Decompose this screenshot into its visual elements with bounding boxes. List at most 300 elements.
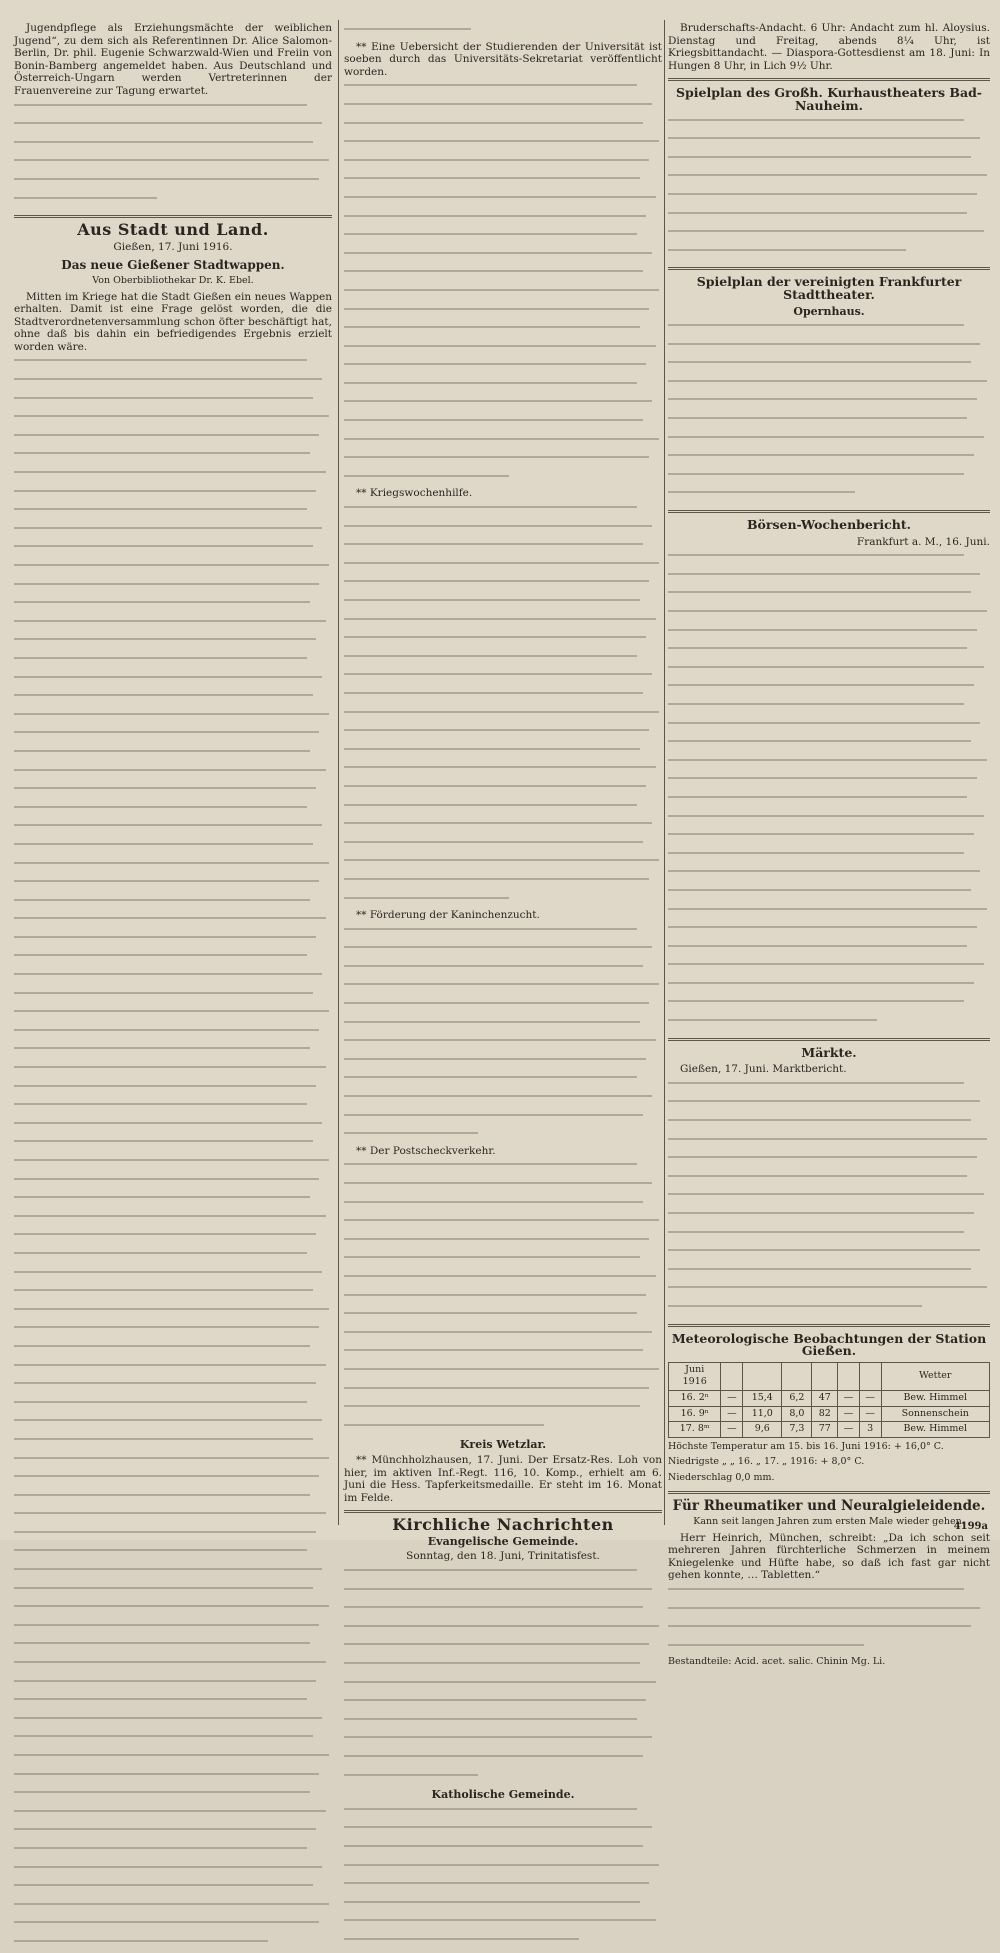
text-line <box>668 610 990 623</box>
text-line <box>14 657 332 670</box>
text-line <box>344 1275 662 1288</box>
text-line <box>668 1625 990 1638</box>
text-line <box>344 419 662 432</box>
body-text-block <box>344 28 662 41</box>
text-line <box>14 1921 332 1934</box>
met-cell: 6,2 <box>782 1390 812 1406</box>
text-line <box>14 1029 332 1042</box>
text-line <box>14 1010 332 1023</box>
text-line <box>344 308 662 321</box>
text-line <box>14 899 332 912</box>
text-line <box>14 1215 332 1228</box>
ad-heading: Für Rheumatiker und Neuralgieleidende. <box>672 1497 986 1514</box>
text-line <box>14 1364 332 1377</box>
divider <box>14 215 332 218</box>
text-line <box>344 159 662 172</box>
text-line <box>668 666 990 679</box>
text-line <box>344 1755 662 1768</box>
text-line <box>14 843 332 856</box>
text-line <box>344 729 662 742</box>
text-line <box>14 1642 332 1655</box>
kaninchenzucht-heading: ** Förderung der Kaninchenzucht. <box>356 909 540 922</box>
theater2-heading: Spielplan der vereinigten Frankfurter Stadttheater. <box>696 274 962 302</box>
met-rain: Niederschlag 0,0 mm. <box>668 1471 775 1483</box>
ad-paragraph: Herr Heinrich, München, schreibt: „Da ich schon seit mehreren Jahren fürchterliche Schmerzen in meinem Kniegelenke und Hüfte habe, so daß ich fast gar nicht gehen konnte, … Tabletten.“ <box>668 1531 990 1582</box>
text-line <box>344 1002 662 1015</box>
text-line <box>668 1019 990 1032</box>
text-line <box>344 1058 662 1071</box>
text-line <box>14 359 332 372</box>
met-cell: 15,4 <box>743 1390 782 1406</box>
text-line <box>344 636 662 649</box>
text-line <box>668 137 990 150</box>
met-cell: 11,0 <box>743 1406 782 1422</box>
text-line <box>14 197 332 210</box>
kreis-heading: Kreis Wetzlar. <box>459 1438 547 1452</box>
text-line <box>668 1588 990 1601</box>
text-line <box>344 1114 662 1127</box>
text-line <box>344 506 662 519</box>
text-line <box>14 583 332 596</box>
text-line <box>668 361 990 374</box>
body-text-block <box>668 324 990 504</box>
text-line <box>668 119 990 132</box>
text-line <box>14 1289 332 1302</box>
text-line <box>344 1808 662 1821</box>
text-line <box>344 382 662 395</box>
text-line <box>668 833 990 846</box>
met-col-header <box>743 1362 782 1390</box>
text-line <box>14 434 332 447</box>
ad-footer: Bestandteile: Acid. acet. salic. Chinin Mg. Li. <box>668 1656 886 1668</box>
text-line <box>14 880 332 893</box>
text-line <box>14 824 332 837</box>
text-line <box>14 1940 332 1953</box>
text-line <box>14 954 332 967</box>
text-line <box>14 731 332 744</box>
text-line <box>668 1305 990 1318</box>
text-line <box>668 249 990 262</box>
text-line <box>344 965 662 978</box>
text-line <box>14 1457 332 1470</box>
met-cell: 16. 9ⁿ <box>669 1406 721 1422</box>
met-cell: 47 <box>812 1390 838 1406</box>
met-cell: 17. 8ᵐ <box>669 1422 721 1438</box>
text-line <box>668 1138 990 1151</box>
text-line <box>14 1791 332 1804</box>
text-line <box>668 722 990 735</box>
text-line <box>344 1312 662 1325</box>
text-line <box>14 1326 332 1339</box>
text-line <box>14 1140 332 1153</box>
text-line <box>344 1919 662 1932</box>
text-line <box>14 104 332 117</box>
text-line <box>344 878 662 891</box>
text-line <box>344 1625 662 1638</box>
text-line <box>344 928 662 941</box>
text-line <box>344 946 662 959</box>
text-line <box>668 1119 990 1132</box>
text-line <box>344 1238 662 1251</box>
met-cell: Bew. Himmel <box>881 1422 989 1438</box>
text-line <box>344 1643 662 1656</box>
body-text-block <box>668 1588 990 1656</box>
met-cell: — <box>838 1422 860 1438</box>
text-line <box>14 1531 332 1544</box>
text-line <box>668 1000 990 1013</box>
text-line <box>344 673 662 686</box>
body-text-block <box>344 1569 662 1786</box>
text-line <box>14 601 332 614</box>
text-line <box>14 471 332 484</box>
text-line <box>668 436 990 449</box>
text-line <box>344 1588 662 1601</box>
body-text-block <box>344 1163 662 1436</box>
text-line <box>668 473 990 486</box>
met-cell: — <box>859 1390 881 1406</box>
studierende-heading: ** Eine Uebersicht der Studierenden der Universität ist soeben durch das Universitäts-Sekretariat veröffentlicht worden. <box>344 40 662 78</box>
text-line <box>14 1271 332 1284</box>
text-line <box>14 769 332 782</box>
text-line <box>668 343 990 356</box>
met-cell: Bew. Himmel <box>881 1390 989 1406</box>
text-line <box>344 196 662 209</box>
text-line <box>344 859 662 872</box>
text-line <box>14 1512 332 1525</box>
text-line <box>668 1082 990 1095</box>
text-line <box>14 1847 332 1860</box>
divider <box>344 1510 662 1513</box>
text-line <box>344 1021 662 1034</box>
met-cell: — <box>838 1390 860 1406</box>
text-line <box>14 750 332 763</box>
theater1-heading: Spielplan des Großh. Kurhaustheaters Bad-Nauheim. <box>676 85 982 113</box>
text-line <box>668 945 990 958</box>
text-line <box>14 1903 332 1916</box>
text-line <box>14 1252 332 1265</box>
text-line <box>668 703 990 716</box>
text-line <box>14 1717 332 1730</box>
text-line <box>668 982 990 995</box>
text-line <box>14 1178 332 1191</box>
column-rule <box>338 20 339 1525</box>
met-min: Niedrigste „ „ 16. „ 17. „ 1916: + 8,0° C. <box>668 1456 865 1468</box>
text-line <box>344 1256 662 1269</box>
text-line <box>344 785 662 798</box>
text-line <box>668 1607 990 1620</box>
text-line <box>14 806 332 819</box>
text-line <box>344 1294 662 1307</box>
text-line <box>14 1419 332 1432</box>
text-line <box>344 1387 662 1400</box>
evang-heading: Evangelische Gemeinde. <box>427 1534 579 1548</box>
text-line <box>344 28 662 41</box>
text-line <box>14 564 332 577</box>
met-cell: 9,6 <box>743 1422 782 1438</box>
text-line <box>668 1249 990 1262</box>
text-line <box>344 1076 662 1089</box>
met-max: Höchste Temperatur am 15. bis 16. Juni 1916: + 16,0° C. <box>668 1440 944 1452</box>
met-cell: 16. 2ⁿ <box>669 1390 721 1406</box>
text-line <box>344 1201 662 1214</box>
text-line <box>344 655 662 668</box>
text-line <box>344 289 662 302</box>
met-cell: 3 <box>859 1422 881 1438</box>
divider <box>668 1491 990 1494</box>
text-line <box>668 380 990 393</box>
text-line <box>14 1122 332 1135</box>
text-line <box>344 1718 662 1731</box>
text-line <box>14 1735 332 1748</box>
text-line <box>668 212 990 225</box>
text-line <box>14 415 332 428</box>
met-row <box>669 1406 990 1422</box>
text-line <box>344 1349 662 1362</box>
text-line <box>668 454 990 467</box>
text-line <box>344 1774 662 1787</box>
maerkte-paragraph: Gießen, 17. Juni. Marktbericht. <box>680 1063 847 1076</box>
text-line <box>14 1494 332 1507</box>
text-line <box>14 1624 332 1637</box>
met-row <box>669 1390 990 1406</box>
text-line <box>344 215 662 228</box>
text-line <box>14 862 332 875</box>
kath-heading: Katholische Gemeinde. <box>431 1788 575 1802</box>
text-line <box>344 103 662 116</box>
text-line <box>668 398 990 411</box>
text-line <box>344 475 662 488</box>
met-cell: 82 <box>812 1406 838 1422</box>
text-line <box>668 1231 990 1244</box>
met-cell: — <box>721 1422 743 1438</box>
text-line <box>344 525 662 538</box>
text-line <box>344 1331 662 1344</box>
text-line <box>668 1268 990 1281</box>
opera-heading: Opernhaus. <box>793 304 865 318</box>
met-col-header <box>812 1362 838 1390</box>
text-line <box>14 1549 332 1562</box>
text-line <box>14 141 332 154</box>
text-line <box>344 1569 662 1582</box>
text-line <box>344 270 662 283</box>
text-line <box>668 777 990 790</box>
text-line <box>344 1938 662 1951</box>
text-line <box>344 841 662 854</box>
met-cell: — <box>721 1390 743 1406</box>
met-cell: 77 <box>812 1422 838 1438</box>
text-line <box>668 491 990 504</box>
text-line <box>14 917 332 930</box>
text-line <box>668 629 990 642</box>
text-line <box>344 1132 662 1145</box>
text-line <box>14 378 332 391</box>
met-cell: 7,3 <box>782 1422 812 1438</box>
text-line <box>668 1286 990 1299</box>
text-line <box>344 692 662 705</box>
text-line <box>344 1219 662 1232</box>
met-col-header <box>721 1362 743 1390</box>
body-text-block <box>668 554 990 1031</box>
divider <box>668 267 990 270</box>
text-line <box>344 748 662 761</box>
met-col-header <box>859 1362 881 1390</box>
text-line <box>344 1606 662 1619</box>
body-text-block <box>344 506 662 909</box>
text-line <box>668 926 990 939</box>
diaspora-paragraph: Bruderschafts-Andacht. 6 Uhr: Andacht zum hl. Aloysius. Dienstag und Freitag, abends 8¼ Uhr, ist Kriegsbittandacht. — Diaspora-Gottesdienst am 18. Juni: In Hungen 8 Uhr, in Lich 9½ Uhr. <box>668 22 990 72</box>
text-line <box>668 852 990 865</box>
text-line <box>14 1698 332 1711</box>
text-line <box>344 1901 662 1914</box>
column-left <box>14 22 332 1953</box>
text-line <box>344 122 662 135</box>
text-line <box>344 400 662 413</box>
text-line <box>344 177 662 190</box>
text-line <box>668 870 990 883</box>
dateline: Gießen, 17. Juni 1916. <box>113 240 233 253</box>
text-line <box>14 1047 332 1060</box>
text-line <box>14 1233 332 1246</box>
text-line <box>344 1699 662 1712</box>
text-line <box>344 1882 662 1895</box>
text-line <box>668 1100 990 1113</box>
text-line <box>14 1754 332 1767</box>
text-line <box>344 345 662 358</box>
text-line <box>14 1680 332 1693</box>
text-line <box>14 122 332 135</box>
kriegswochenhilfe-heading: ** Kriegswochenhilfe. <box>356 487 473 500</box>
text-line <box>344 1182 662 1195</box>
text-line <box>668 174 990 187</box>
text-line <box>14 713 332 726</box>
text-line <box>14 1159 332 1172</box>
text-line <box>14 490 332 503</box>
text-line <box>14 1085 332 1098</box>
ad-subheading: Kann seit langen Jahren zum ersten Male wieder gehen. <box>693 1516 965 1528</box>
text-line <box>14 638 332 651</box>
article-author: Von Oberbibliothekar Dr. K. Ebel. <box>92 274 254 286</box>
text-line <box>344 804 662 817</box>
text-line <box>14 787 332 800</box>
text-line <box>14 527 332 540</box>
column-middle <box>344 22 662 1951</box>
text-line <box>14 1661 332 1674</box>
text-line <box>14 1066 332 1079</box>
divider <box>668 78 990 81</box>
divider <box>668 1324 990 1327</box>
met-cell: Sonnenschein <box>881 1406 989 1422</box>
text-line <box>668 1156 990 1169</box>
text-line <box>14 1475 332 1488</box>
text-line <box>14 1196 332 1209</box>
text-line <box>344 233 662 246</box>
text-line <box>14 1884 332 1897</box>
text-line <box>344 562 662 575</box>
text-line <box>14 1382 332 1395</box>
text-line <box>344 1095 662 1108</box>
text-line <box>668 1193 990 1206</box>
divider <box>668 1038 990 1041</box>
text-line <box>668 573 990 586</box>
text-line <box>14 936 332 949</box>
met-month-header: Juni 1916 <box>669 1362 721 1390</box>
text-line <box>344 1163 662 1176</box>
text-line <box>344 766 662 779</box>
text-line <box>14 1438 332 1451</box>
text-line <box>14 1605 332 1618</box>
text-line <box>14 992 332 1005</box>
text-line <box>668 684 990 697</box>
text-line <box>344 580 662 593</box>
maerkte-heading: Märkte. <box>801 1044 857 1060</box>
text-line <box>344 438 662 451</box>
text-line <box>14 1401 332 1414</box>
met-cell: 8,0 <box>782 1406 812 1422</box>
text-line <box>14 1828 332 1841</box>
postscheck-heading: ** Der Postscheckverkehr. <box>356 1144 496 1157</box>
text-line <box>14 1568 332 1581</box>
text-line <box>668 759 990 772</box>
church-heading: Kirchliche Nachrichten <box>392 1515 614 1535</box>
met-cell: — <box>859 1406 881 1422</box>
text-line <box>344 456 662 469</box>
body-text-block <box>14 104 332 210</box>
met-col-header <box>838 1362 860 1390</box>
text-line <box>14 973 332 986</box>
text-line <box>344 618 662 631</box>
text-line <box>14 1103 332 1116</box>
body-text-block <box>344 928 662 1145</box>
article-title: Das neue Gießener Stadtwappen. <box>61 258 285 273</box>
text-line <box>668 647 990 660</box>
text-line <box>668 417 990 430</box>
page-number: 4199a <box>953 1521 988 1532</box>
text-line <box>668 1212 990 1225</box>
text-line <box>14 620 332 633</box>
body-text-block <box>668 1082 990 1318</box>
text-line <box>668 324 990 337</box>
text-line <box>344 1845 662 1858</box>
article-paragraph: Mitten im Kriege hat die Stadt Gießen ein neues Wappen erhalten. Damit ist eine Frage gelöst worden, die die Stadtverordnetenversammlung schon öfter beschäftigt hat, ohne daß bis dahin ein befriedigendes Ergebnis erzielt worden wäre. <box>14 290 332 353</box>
text-line <box>344 1681 662 1694</box>
intro-paragraph: Jugendpflege als Erziehungsmächte der weiblichen Jugend“, zu dem sich als Referentinnen Dr. Alice Salomon-Berlin, Dr. phil. Eugenie Schwarzwald-Wien und Freiin von Bonin-Bamberg angemeldet haben. Aus Deutschland und Österreich-Ungarn werden Vertreterinnen der Frauenvereine zur Tagung erwartet. <box>14 22 332 97</box>
body-text-block <box>344 84 662 487</box>
text-line <box>14 1810 332 1823</box>
text-line <box>14 1587 332 1600</box>
text-line <box>344 711 662 724</box>
text-line <box>344 1405 662 1418</box>
kreis-paragraph: ** Münchholzhausen, 17. Juni. Der Ersatz-Res. Loh von hier, im aktiven Inf.-Regt. 116, 10. Komp., erhielt am 6. Juni die Hess. Tapferkeitsmedaille. Er steht im 16. Monat im Felde. <box>344 1453 662 1504</box>
text-line <box>14 1345 332 1358</box>
met-table <box>668 1362 990 1438</box>
text-line <box>344 140 662 153</box>
text-line <box>344 363 662 376</box>
text-line <box>344 1424 662 1437</box>
text-line <box>14 452 332 465</box>
text-line <box>14 159 332 172</box>
text-line <box>668 591 990 604</box>
text-line <box>668 889 990 902</box>
text-line <box>668 1644 990 1657</box>
text-line <box>344 1039 662 1052</box>
boerse-dateline: Frankfurt a. M., 16. Juni. <box>856 535 990 548</box>
text-line <box>14 1773 332 1786</box>
text-line <box>668 230 990 243</box>
text-line <box>344 543 662 556</box>
text-line <box>668 963 990 976</box>
text-line <box>344 326 662 339</box>
text-line <box>668 796 990 809</box>
